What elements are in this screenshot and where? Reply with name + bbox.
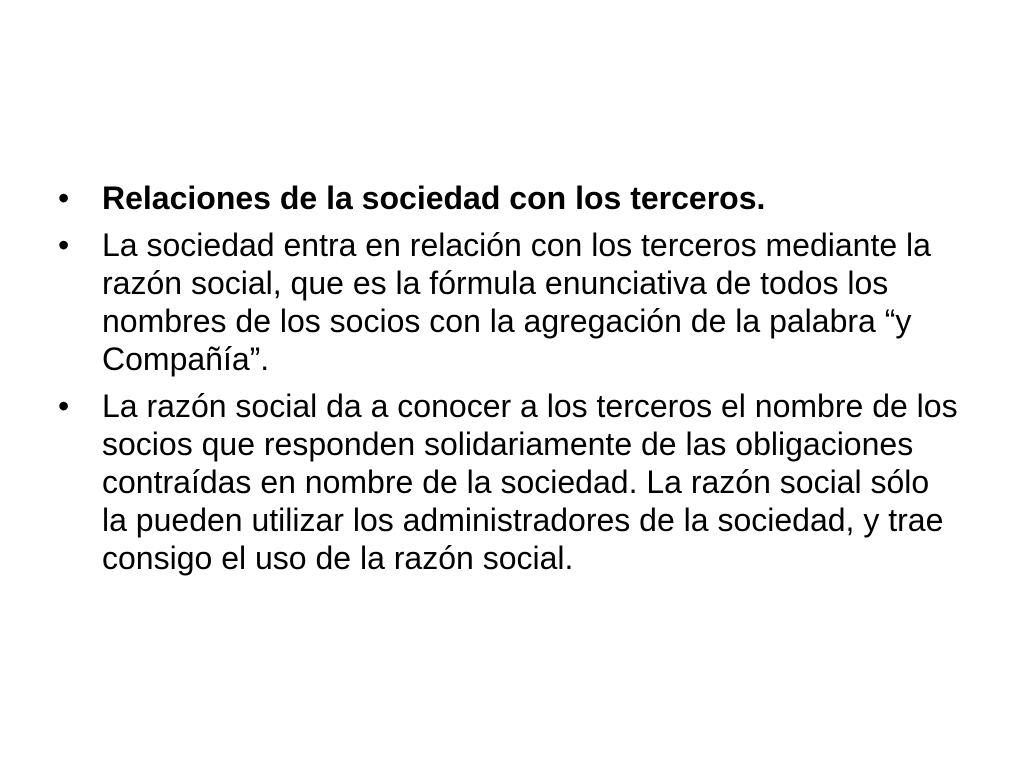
bullet-heading-text: Relaciones de la sociedad con los terceros.: [102, 180, 766, 216]
bullet-item-socios: [58, 387, 958, 577]
bullet-icon: •: [58, 227, 70, 263]
bullet-icon: •: [58, 180, 70, 216]
bullet-paragraph-text: La razón social da a conocer a los terceros el nombre de los socios que responden solidariamente de las obligaciones contraídas en nombre de la sociedad. La razón social sólo la pueden utilizar los administradores de la sociedad, y trae consigo el uso de la razón social.: [102, 388, 958, 576]
bullet-icon: •: [58, 388, 70, 424]
bullet-item-razon-social: [58, 226, 958, 378]
bullet-list: [58, 179, 958, 586]
bullet-item-heading: [58, 179, 958, 217]
bullet-paragraph-text: La sociedad entra en relación con los terceros mediante la razón social, que es la fórmula enunciativa de todos los nombres de los socios con la agregación de la palabra “y Compañía”.: [102, 227, 931, 377]
